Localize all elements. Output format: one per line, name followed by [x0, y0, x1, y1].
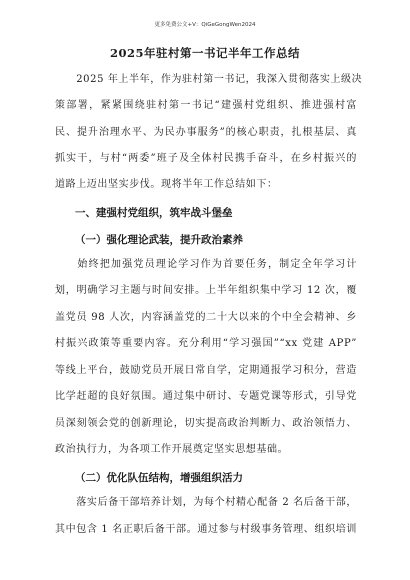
intro-line: 抓实干，与村“两委”班子及全体村民携手奋斗，在乡村振兴的 — [55, 153, 357, 164]
body-line: 其中包含 1 名正职后备干部。通过参与村级事务管理、组织培训 — [55, 524, 357, 535]
header-note: 更多免费公文+V：QiGeGongWen2024 — [154, 22, 256, 28]
body-line: 始终把加强党员理论学习作为首要任务，制定全年学习计 — [55, 259, 357, 270]
intro-line: 道路上迈出坚实步伐。现将半年工作总结如下： — [55, 179, 278, 190]
intro-line: 民、提升治理水平、为民办事服务”的核心职责，扎根基层、真 — [55, 127, 357, 138]
section-heading: 一、建强村党组织，筑牢战斗堡垒 — [75, 207, 233, 219]
subsection-heading: （一）强化理论武装，提升政治素养 — [75, 234, 243, 246]
body-line: 盖党员 98 人次，内容涵盖党的二十大以来的个中全会精神、乡 — [55, 312, 357, 323]
subsection-heading: （二）优化队伍结构，增强组织活力 — [75, 472, 243, 484]
body-line: 落实后备干部培养计划，为每个村精心配备 2 名后备干部， — [55, 497, 357, 508]
intro-line: 策部署，紧紧围绕驻村第一书记“建强村党组织、推进强村富 — [55, 100, 357, 111]
body-line: 比学赶超的良好氛围。通过集中研讨、专题党课等形式，引导党 — [55, 391, 357, 402]
body-line: 等线上平台，鼓励党员开展日常自学，定期通报学习积分，营造 — [55, 365, 357, 376]
body-line: 政治执行力，为各项工作开展奠定坚实思想基础。 — [55, 444, 289, 455]
body-line: 划，明确学习主题与时间安排。上半年组织集中学习 12 次，覆 — [55, 285, 357, 296]
intro-line: 2025 年上半年，作为驻村第一书记，我深入贯彻落实上级决 — [55, 74, 363, 85]
document-title: 2025年驻村第一书记半年工作总结 — [109, 46, 300, 60]
body-line: 员深刻领会党的创新理论，切实提高政治判断力、政治领悟力、 — [55, 418, 357, 429]
body-line: 村振兴政策等重要内容。充分利用“学习强国”“xx 党建 APP” — [55, 338, 357, 349]
